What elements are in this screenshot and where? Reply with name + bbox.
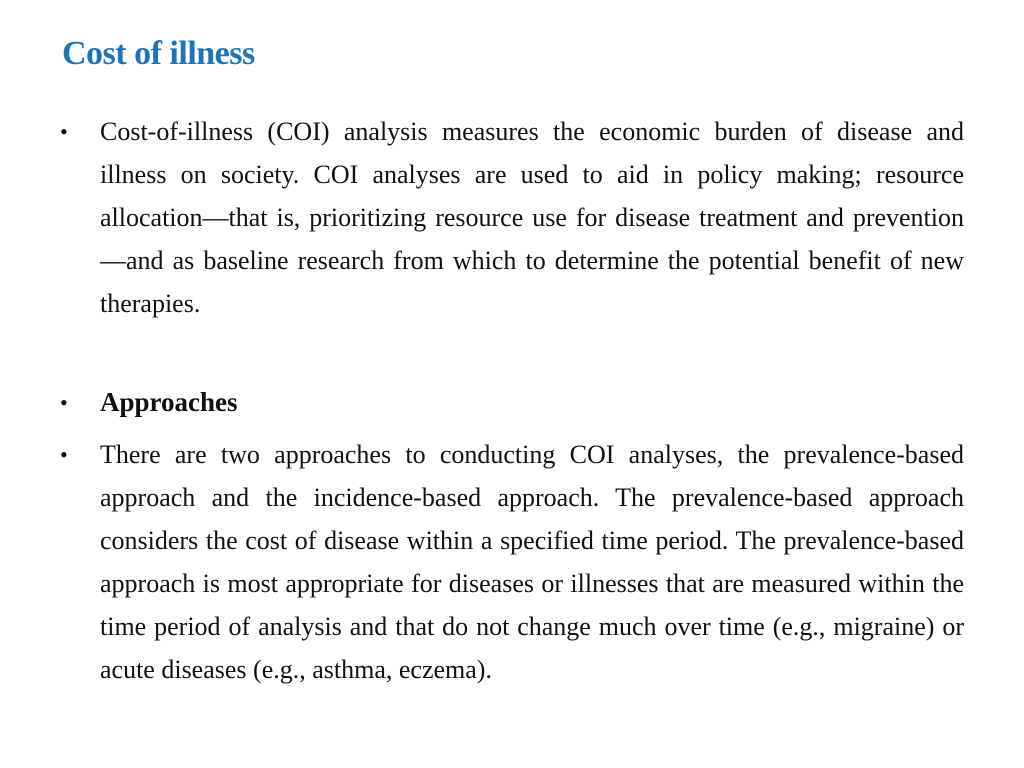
bullet-item-coi-definition bbox=[60, 110, 964, 325]
section-heading: Approaches bbox=[100, 387, 238, 417]
bullet-marker: • bbox=[60, 442, 68, 467]
bullet-item-approaches-heading bbox=[60, 381, 964, 424]
bullet-text: Cost-of-illness (COI) analysis measures the economic burden of disease and illness on society. COI analyses are used to aid in policy making; resource allocation—that is, prioritizing resource use for disease treatment and prevention—and as baseline research from which to determine the potential benefit of new therapies. bbox=[100, 117, 964, 318]
bullet-marker: • bbox=[60, 119, 68, 144]
bullet-list bbox=[60, 110, 964, 691]
slide-title: Cost of illness bbox=[62, 35, 255, 72]
bullet-text: There are two approaches to conducting COI analyses, the prevalence-based approach and the incidence-based approach. The prevalence-based approach considers the cost of disease within a specified time period. The prevalence-based approach is most appropriate for diseases or illnesses that are measured within the time period of analysis and that do not change much over time (e.g., migraine) or acute diseases (e.g., asthma, eczema). bbox=[100, 440, 964, 684]
bullet-marker: • bbox=[60, 390, 68, 415]
bullet-item-approaches-description bbox=[60, 433, 964, 691]
